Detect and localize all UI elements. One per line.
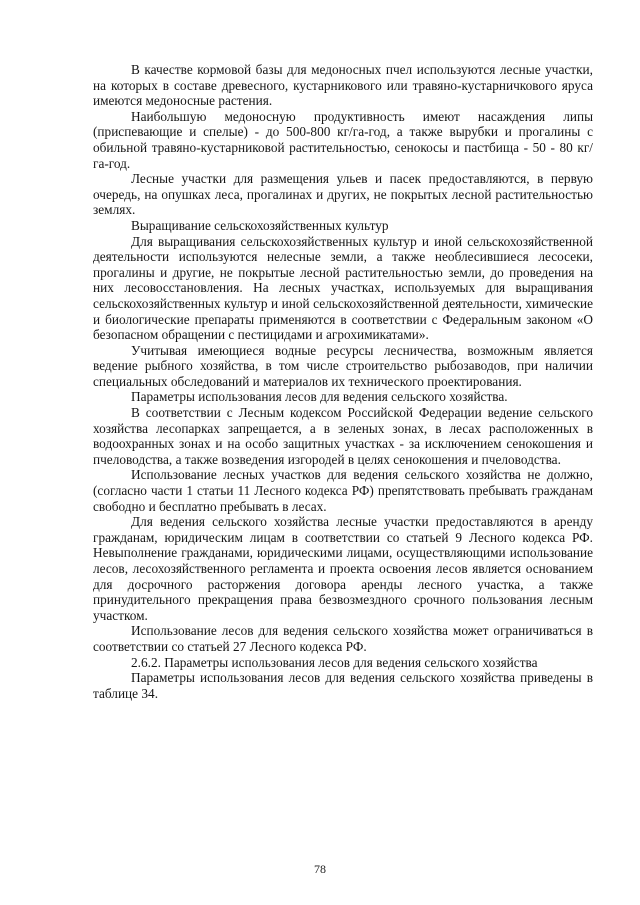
paragraph-hive-placement: Лесные участки для размещения ульев и пасек предоставляются, в первую очередь, на опушках леса, прогалинах и других, не покрытых лесной растительностью землях.: [93, 171, 593, 218]
paragraph-usage-limits: Использование лесов для ведения сельского хозяйства может ограничиваться в соответствии со статьей 27 Лесного кодекса РФ.: [93, 623, 593, 654]
page-number: 78: [314, 862, 326, 876]
paragraph-honey-productivity: Наибольшую медоносную продуктивность имеют насаждения липы (приспевающие и спелые) - до 500-800 кг/га-год, а также вырубки и прогалины с обильной травяно-кустарниковой растительностью, сенокосы и пастбища - 50 - 80 кг/га-год.: [93, 108, 593, 171]
paragraph-table-reference: Параметры использования лесов для ведения сельского хозяйства приведены в таблице 34.: [93, 670, 593, 701]
paragraph-forest-code-restrictions: В соответствии с Лесным кодексом Российской Федерации ведение сельского хозяйства лесопарках запрещается, а в зеленых зонах, в лесах расположенных в водоохранных зонах и на особо защитных участках - за исключением сенокошения и пчеловодства, а также возведения изгородей в целях сенокошения и пчеловодства.: [93, 405, 593, 467]
paragraph-crop-cultivation: Для выращивания сельскохозяйственных культур и иной сельскохозяйственной деятельности используются нелесные земли, а также необлесившиеся лесосеки, прогалины и другие, не покрытые лесной растительностью земли, до проведения на них лесовосстановления. На лесных участках, используемых для выращивания сельскохозяйственных культур и иной сельскохозяйственной деятельности, химические и биологические препараты применяются в соответствии с Федеральным законом «О безопасном обращении с пестицидами и агрохимикатами».: [93, 233, 593, 343]
document-body: [93, 62, 593, 701]
paragraph-free-access: Использование лесных участков для ведения сельского хозяйства не должно, (согласно части 1 статьи 11 Лесного кодекса РФ) препятствовать пребывать гражданам свободно и бесплатно пребывать в лесах.: [93, 467, 593, 514]
paragraph-fish-farming: Учитывая имеющиеся водные ресурсы лесничества, возможным является ведение рыбного хозяйства, в том числе строительство рыбозаводов, при наличии специальных обследований и материалов их технического проектирования.: [93, 342, 593, 389]
paragraph-lease-terms: Для ведения сельского хозяйства лесные участки предоставляются в аренду гражданам, юридическим лицам в соответствии со статьей 9 Лесного кодекса РФ. Невыполнение гражданами, юридическими лицами, осуществляющими использование лесов, лесохозяйственного регламента и проекта освоения лесов является основанием для досрочного расторжения договора аренды лесного участка, а также принудительного прекращения права безвозмездного срочного пользования лесным участком.: [93, 514, 593, 623]
heading-crop-cultivation: Выращивание сельскохозяйственных культур: [131, 217, 389, 233]
heading-agriculture-parameters: Параметры использования лесов для ведения сельского хозяйства.: [131, 389, 508, 405]
section-heading-2-6-2: 2.6.2. Параметры использования лесов для ведения сельского хозяйства: [131, 654, 538, 670]
paragraph-bee-forage: В качестве кормовой базы для медоносных пчел используются лесные участки, на которых в составе древесного, кустарникового или травяно-кустарничкового яруса имеются медоносные растения.: [93, 62, 593, 109]
